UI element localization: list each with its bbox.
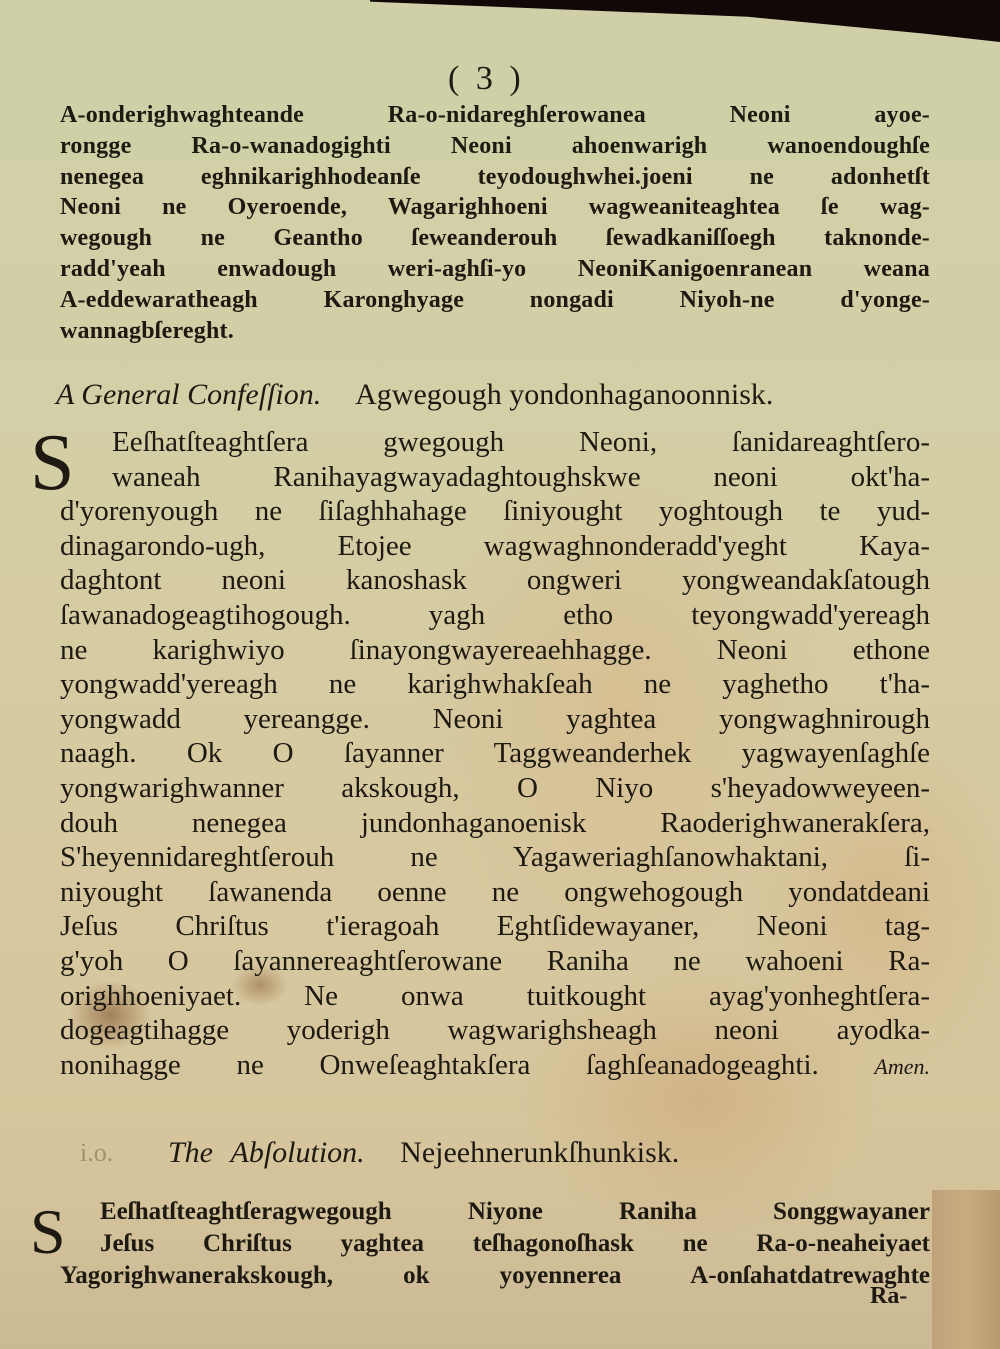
text-line: ſawanadogeagtihogough. yagh etho teyongwadd'yereagh: [60, 598, 930, 631]
text-line: naagh. Ok O ſayanner Taggweanderhek yagwayenſaghſe: [60, 737, 930, 770]
intro-paragraph: [60, 100, 930, 346]
text-line: d'yorenyough ne ſiſaghhahage ſiniyought yoghtough te yud-: [60, 495, 930, 528]
drop-cap: S: [30, 419, 75, 507]
absolution-heading: [168, 1136, 679, 1170]
text-line: orighhoeniyaet. Ne onwa tuitkought ayag'yonheghtſera-: [60, 979, 930, 1012]
text-line: yongwadd'yereagh ne karighwhakſeah ne yaghetho t'ha-: [60, 668, 930, 701]
text-line: nenegea eghnikarighhodeanſe teyodoughwhei.joeni ne adonhetſt: [60, 163, 930, 190]
text-line: S'heyennidareghtſerouh ne Yagaweriaghſanowhaktani, ſi-: [60, 841, 930, 874]
drop-cap: S: [30, 1196, 66, 1267]
heading-english-the: The: [168, 1136, 213, 1169]
absolution-paragraph: [60, 1196, 930, 1292]
text-line: Jeſus Chriſtus t'ieragoah Eghtſidewayaner, Neoni tag-: [60, 910, 930, 943]
page-number: ( 3 ): [448, 60, 525, 97]
text-line: ne karighwiyo ſinayongwayereaehhagge. Neoni ethone: [60, 633, 930, 666]
heading-english: Abſolution.: [230, 1136, 365, 1169]
heading-english: A General Confeſſion.: [56, 378, 322, 411]
catchword: Ra-: [870, 1283, 908, 1309]
text-line: daghtont neoni kanoshask ongweri yongweandakſatough: [60, 564, 930, 597]
confession-paragraph: [60, 425, 930, 1084]
confession-heading: [56, 378, 773, 412]
text-line: rongge Ra-o-wanadogighti Neoni ahoenwarigh wanoendoughſe: [60, 132, 930, 159]
text-line: yongwadd yereangge. Neoni yaghtea yongwaghnirough: [60, 702, 930, 735]
text-line: Jeſus Chriſtus yaghtea teſhagonoſhask ne Ra-o-neaheiyaet: [100, 1230, 930, 1257]
heading-mohawk: Agwegough yondonhaganoonnisk.: [355, 378, 774, 411]
heading-mohawk: Nejeehnerunkſhunkisk.: [400, 1136, 680, 1169]
text-line-final: [60, 1048, 930, 1085]
amen-closing: Amen.: [874, 1053, 931, 1079]
text-line: dogeagtihagge yoderigh wagwarighsheagh neoni ayodka-: [60, 1014, 930, 1047]
text-line: A-eddewaratheagh Karonghyage nongadi Niyoh-ne d'yonge-: [60, 286, 930, 313]
page-edge-strip: [932, 1190, 1000, 1349]
text-line: Yagorighwanerakskough, ok yoyennerea A-onſahatdatrewaghte: [60, 1262, 930, 1289]
text-line: dinagarondo-ugh, Etojee wagwaghnonderadd'yeght Kaya-: [60, 529, 930, 562]
faint-marginal-mark: i.o.: [80, 1138, 114, 1167]
text-line: A-onderighwaghteande Ra-o-nidareghſerowanea Neoni ayoe-: [60, 102, 930, 128]
text-line: Eeſhatſteaghtſera gwegough Neoni, ſanidareaghtſero-: [112, 426, 930, 458]
text-line: douh nenegea jundonhaganoenisk Raoderighwanerakſera,: [60, 806, 930, 839]
text-line: Eeſhatſteaghtſeragwegough Niyone Raniha Songgwayaner: [100, 1198, 930, 1225]
text-line: g'yoh O ſayannereaghtſerowane Raniha ne wahoeni Ra-: [60, 944, 930, 977]
text-line: wannagbſereght.: [60, 317, 234, 344]
text-line: Neoni ne Oyeroende, Wagarighhoeni wagweaniteaghtea ſe wag-: [60, 194, 930, 221]
text-line: yongwarighwanner akskough, O Niyo s'heyadowweyeen-: [60, 771, 930, 804]
text-line: nonihagge ne Onweſeaghtakſera ſaghſeanadogeaghti.: [60, 1048, 819, 1081]
text-line: niyought ſawanenda oenne ne ongwehogough yondatdeani: [60, 875, 930, 908]
text-line: waneah Ranihayagwayadaghtoughskwe neoni okt'ha-: [112, 460, 930, 493]
text-line: wegough ne Geantho ſeweanderouh ſewadkaniſſoegh taknonde-: [60, 225, 930, 252]
text-line: radd'yeah enwadough weri-aghſi-yo NeoniKanigoenranean weana: [60, 255, 930, 282]
background-edge: [370, 0, 1000, 42]
